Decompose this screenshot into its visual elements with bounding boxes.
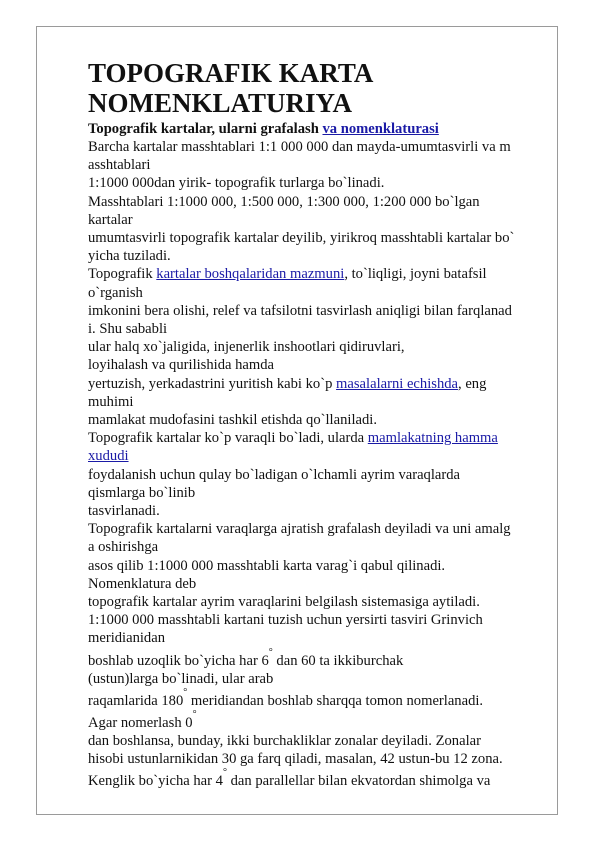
paragraph-line: Topografik kartalarni varaqlarga ajratish grafalash deyiladi va uni amalg	[88, 521, 511, 538]
paragraph-line: ular halq xo`jaligida, injenerlik inshootlari qidiruvlari,	[88, 339, 405, 356]
paragraph-line: Nomenklatura deb	[88, 575, 197, 592]
inline-link[interactable]: kartalar boshqalaridan mazmuni	[156, 266, 345, 283]
paragraph-line: hisobi ustunlarnikidan 30 ga farq qiladi, masalan, 42 ustun-bu 12 zona.	[88, 751, 503, 768]
degree-value	[215, 767, 227, 790]
title-line-2: NOMENKLATURIYA	[88, 88, 353, 118]
degree-value	[161, 686, 188, 709]
degree-symbol: °	[183, 686, 188, 698]
paragraph-line: meridianidan	[88, 630, 165, 647]
degree-value	[185, 709, 197, 731]
text-span: Topografik kartalar ko`p varaqli bo`ladi, ularda	[88, 430, 368, 447]
paragraph-line: imkonini bera olishi, relef va tafsilotni tasvirlash aniqligi bilan farqlanad	[88, 302, 512, 319]
degree-number: 180	[161, 692, 184, 709]
paragraph-line: asos qilib 1:1000 000 masshtabli karta varag`i qabul qilinadi.	[88, 557, 446, 574]
text-span: Kenglik bo`yicha har	[88, 773, 216, 790]
paragraph-line: yicha tuziladi.	[88, 248, 171, 265]
paragraph-line: kartalar	[88, 211, 133, 228]
paragraph-line: umumtasvirli topografik kartalar deyilib, yirikroq masshtabli kartalar bo`	[88, 230, 515, 247]
paragraph-line	[88, 429, 552, 447]
paragraph-line: muhimi	[88, 393, 134, 410]
paragraph-line: loyihalash va qurilishida hamda	[88, 357, 275, 374]
text-span: , eng	[458, 375, 487, 392]
paragraph-line: dan boshlansa, bunday, ikki burchakliklar zonalar deyiladi. Zonalar	[88, 733, 481, 750]
paragraph-line: 1:1000 000 masshtabli kartani tuzish uchun yersirti tasviri Grinvich	[88, 612, 483, 629]
paragraph-line: Masshtablari 1:1000 000, 1:500 000, 1:300 000, 1:200 000 bo`lgan	[88, 193, 480, 210]
document-body	[88, 58, 552, 791]
title-line-1: TOPOGRAFIK KARTA	[88, 58, 374, 88]
subtitle-text: Topografik kartalar, ularni grafalash	[88, 121, 323, 137]
paragraph-line: 1:1000 000dan yirik- topografik turlarga bo`linadi.	[88, 175, 385, 192]
paragraph-line: asshtablari	[88, 157, 151, 174]
degree-number: 6	[261, 652, 269, 669]
paragraph-line	[88, 768, 552, 790]
paragraph-line: qismlarga bo`linib	[88, 484, 196, 501]
paragraph-line	[88, 265, 552, 283]
inline-link[interactable]: masalalarni echishda	[336, 375, 459, 392]
text-span: Topografik	[88, 266, 157, 283]
paragraph-line: o`rganish	[88, 284, 143, 301]
paragraph-line: foydalanish uchun qulay bo`ladigan o`lchamli ayrim varaqlarda	[88, 466, 461, 483]
paragraph-line: i. Shu sababli	[88, 321, 168, 338]
subtitle-link[interactable]: va nomenklaturasi	[322, 121, 439, 137]
paragraph-line	[88, 447, 552, 465]
degree-value	[261, 646, 273, 669]
paragraph-line	[88, 688, 552, 710]
text-span: Agar nomerlash	[88, 714, 186, 731]
text-span: yertuzish, yerkadastrini yuritish kabi ko`p	[88, 375, 337, 392]
text-span: dan 60 ta ikkiburchak	[272, 652, 404, 669]
subtitle	[88, 120, 552, 138]
text-span: raqamlarida	[88, 692, 162, 709]
text-span: , to`liqligi, joyni batafsil	[344, 266, 487, 283]
text-span: dan parallellar bilan ekvatordan shimolga va	[226, 773, 491, 790]
degree-number: 0	[185, 714, 193, 731]
paragraph-line	[88, 648, 552, 670]
paragraph-line: Barcha kartalar masshtablari 1:1 000 000 dan mayda-umumtasvirli va m	[88, 139, 511, 155]
degree-number: 4	[215, 773, 223, 790]
degree-symbol: °	[222, 767, 227, 779]
inline-link[interactable]: mamlakatning hamma	[367, 430, 498, 447]
page-title	[88, 58, 552, 118]
paragraph-line: tasvirlanadi.	[88, 503, 160, 520]
paragraph-line	[88, 710, 552, 732]
inline-link[interactable]: xududi	[88, 448, 129, 465]
paragraph-line	[88, 375, 552, 393]
degree-symbol: °	[192, 709, 197, 721]
paragraph-line: topografik kartalar ayrim varaqlarini belgilash sistemasiga aytiladi.	[88, 594, 480, 611]
paragraph-line: (ustun)larga bo`linadi, ular arab	[88, 670, 274, 687]
text-span: boshlab uzoqlik bo`yicha har	[88, 652, 262, 669]
paragraph-line: a oshirishga	[88, 539, 159, 556]
paragraph-line: mamlakat mudofasini tashkil etishda qo`llaniladi.	[88, 412, 377, 429]
degree-symbol: °	[268, 646, 273, 658]
text-span: meridiandan boshlab sharqqa tomon nomerlanadi.	[187, 692, 484, 709]
